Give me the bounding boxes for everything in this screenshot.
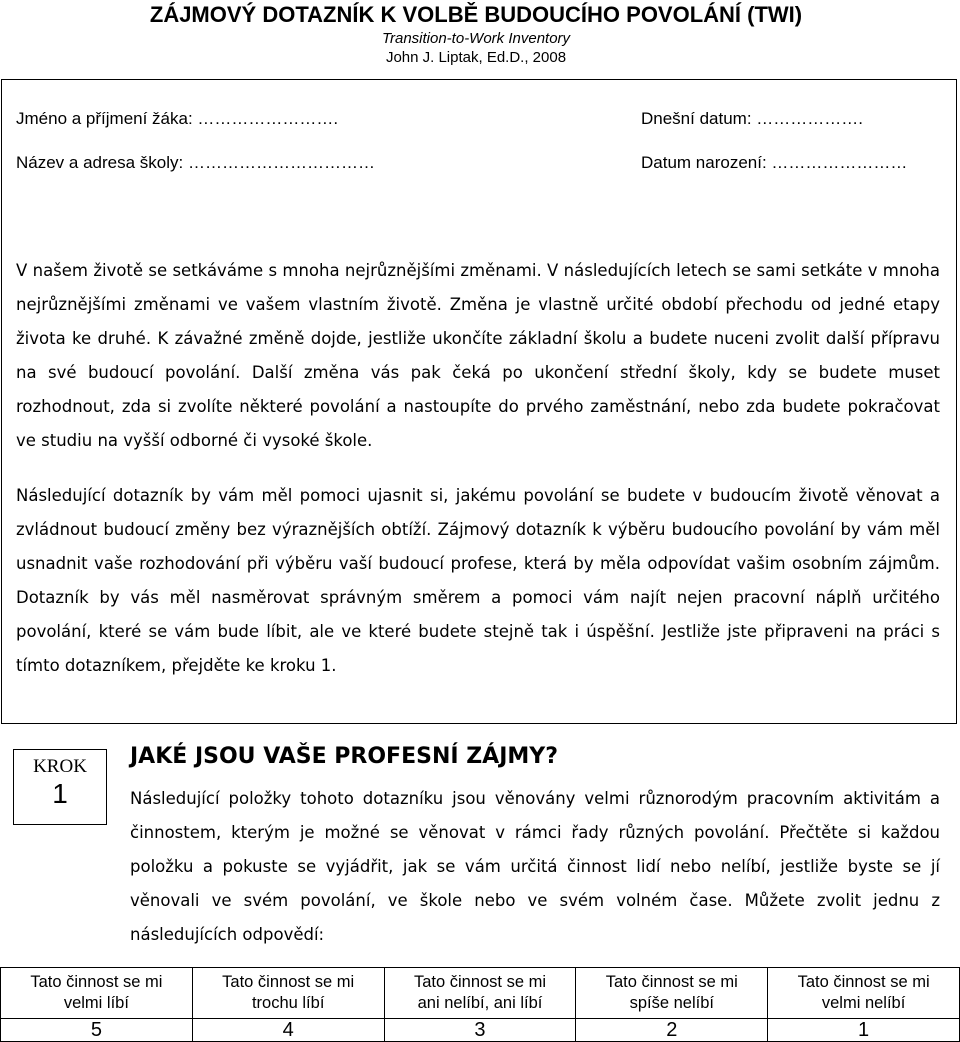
scale-option-line1: Tato činnost se mi bbox=[413, 973, 547, 991]
document-author: John J. Liptak, Ed.D., 2008 bbox=[385, 49, 567, 66]
scale-option-line2: ani nelíbí, ani líbí bbox=[417, 994, 543, 1012]
scale-value: 5 bbox=[1, 1019, 193, 1042]
scale-option-line2: velmi líbí bbox=[63, 994, 129, 1012]
scale-option-line1: Tato činnost se mi bbox=[605, 973, 738, 991]
scale-value: 2 bbox=[576, 1019, 768, 1042]
step-badge bbox=[13, 749, 107, 825]
scale-option bbox=[576, 968, 768, 1019]
student-name-field: Jméno a příjmení žáka: ……………………. bbox=[16, 109, 339, 128]
scale-value: 4 bbox=[192, 1019, 384, 1042]
step-heading: JAKÉ JSOU VAŠE PROFESNÍ ZÁJMY? bbox=[130, 744, 558, 769]
scale-option-line1: Tato činnost se mi bbox=[222, 973, 355, 991]
scale-option-line2: velmi nelíbí bbox=[821, 994, 906, 1012]
answer-scale-table bbox=[0, 967, 960, 1042]
document-title: ZÁJMOVÝ DOTAZNÍK K VOLBĚ BUDOUCÍHO POVOLÁNÍ (TWI) bbox=[149, 2, 803, 27]
scale-option bbox=[768, 968, 960, 1019]
step-label: KROK bbox=[33, 756, 87, 777]
scale-option bbox=[384, 968, 576, 1019]
scale-option bbox=[192, 968, 384, 1019]
birth-date-field: Datum narození: …………………… bbox=[641, 153, 908, 172]
step-number: 1 bbox=[52, 778, 68, 809]
scale-value: 1 bbox=[768, 1019, 960, 1042]
scale-option-line1: Tato činnost se mi bbox=[30, 973, 163, 991]
step-intro: Následující položky tohoto dotazníku jsou věnovány velmi různorodým pracovním aktivitám a činnostem, kterým je možné se věnovat v rámci řady různých povolání. Přečtěte si každou položku a pokuste se vyjádřit, jak se vám určitá činnost lidí nebo nelíbí, jestliže byste se jí věnovali ve svém povolání, ve škole nebo ve svém volném čase. Můžete zvolit jednu z následujících odpovědí: bbox=[130, 789, 940, 944]
intro-paragraph-1: V našem životě se setkáváme s mnoha nejrůznějšími změnami. V následujících letech se sami setkáte v mnoha nejrůznějšími změnami ve vašem vlastním životě. Změna je vlastně určité období přechodu od jedné etapy života ke druhé. K závažné změně dojde, jestliže ukončíte základní školu a budete nuceni zvolit další přípravu na své budoucí povolání. Další změna vás pak čeká po ukončení střední školy, kdy se budete muset rozhodnout, zda si zvolíte některé povolání a nastoupíte do prvého zaměstnání, nebo zda budete pokračovat ve studiu na vyšší odborné či vysoké škole. bbox=[16, 261, 940, 450]
scale-value: 3 bbox=[384, 1019, 576, 1042]
current-date-field: Dnešní datum: ………………. bbox=[641, 109, 864, 128]
school-address-field: Název a adresa školy: …………………………… bbox=[16, 153, 375, 172]
scale-option-line2: spíše nelíbí bbox=[629, 994, 714, 1012]
document-subtitle: Transition-to-Work Inventory bbox=[381, 30, 571, 47]
scale-option-line2: trochu líbí bbox=[251, 994, 325, 1012]
scale-option bbox=[1, 968, 193, 1019]
scale-option-line1: Tato činnost se mi bbox=[797, 973, 930, 991]
intro-paragraph-2: Následující dotazník by vám měl pomoci ujasnit si, jakému povolání se budete v budoucím životě věnovat a zvládnout budoucí změny bez výraznějších obtíží. Zájmový dotazník k výběru budoucího povolání by vám měl usnadnit vaše rozhodování při výběru vaší budoucí profese, která by měla odpovídat vašim osobním zájmům. Dotazník by vás měl nasměrovat správným směrem a pomoci vám najít nejen pracovní náplň určitého povolání, které se vám bude líbit, ale ve které budete stejně tak i úspěšní. Jestliže jste připraveni na práci s tímto dotazníkem, přejděte ke kroku 1. bbox=[16, 486, 940, 675]
